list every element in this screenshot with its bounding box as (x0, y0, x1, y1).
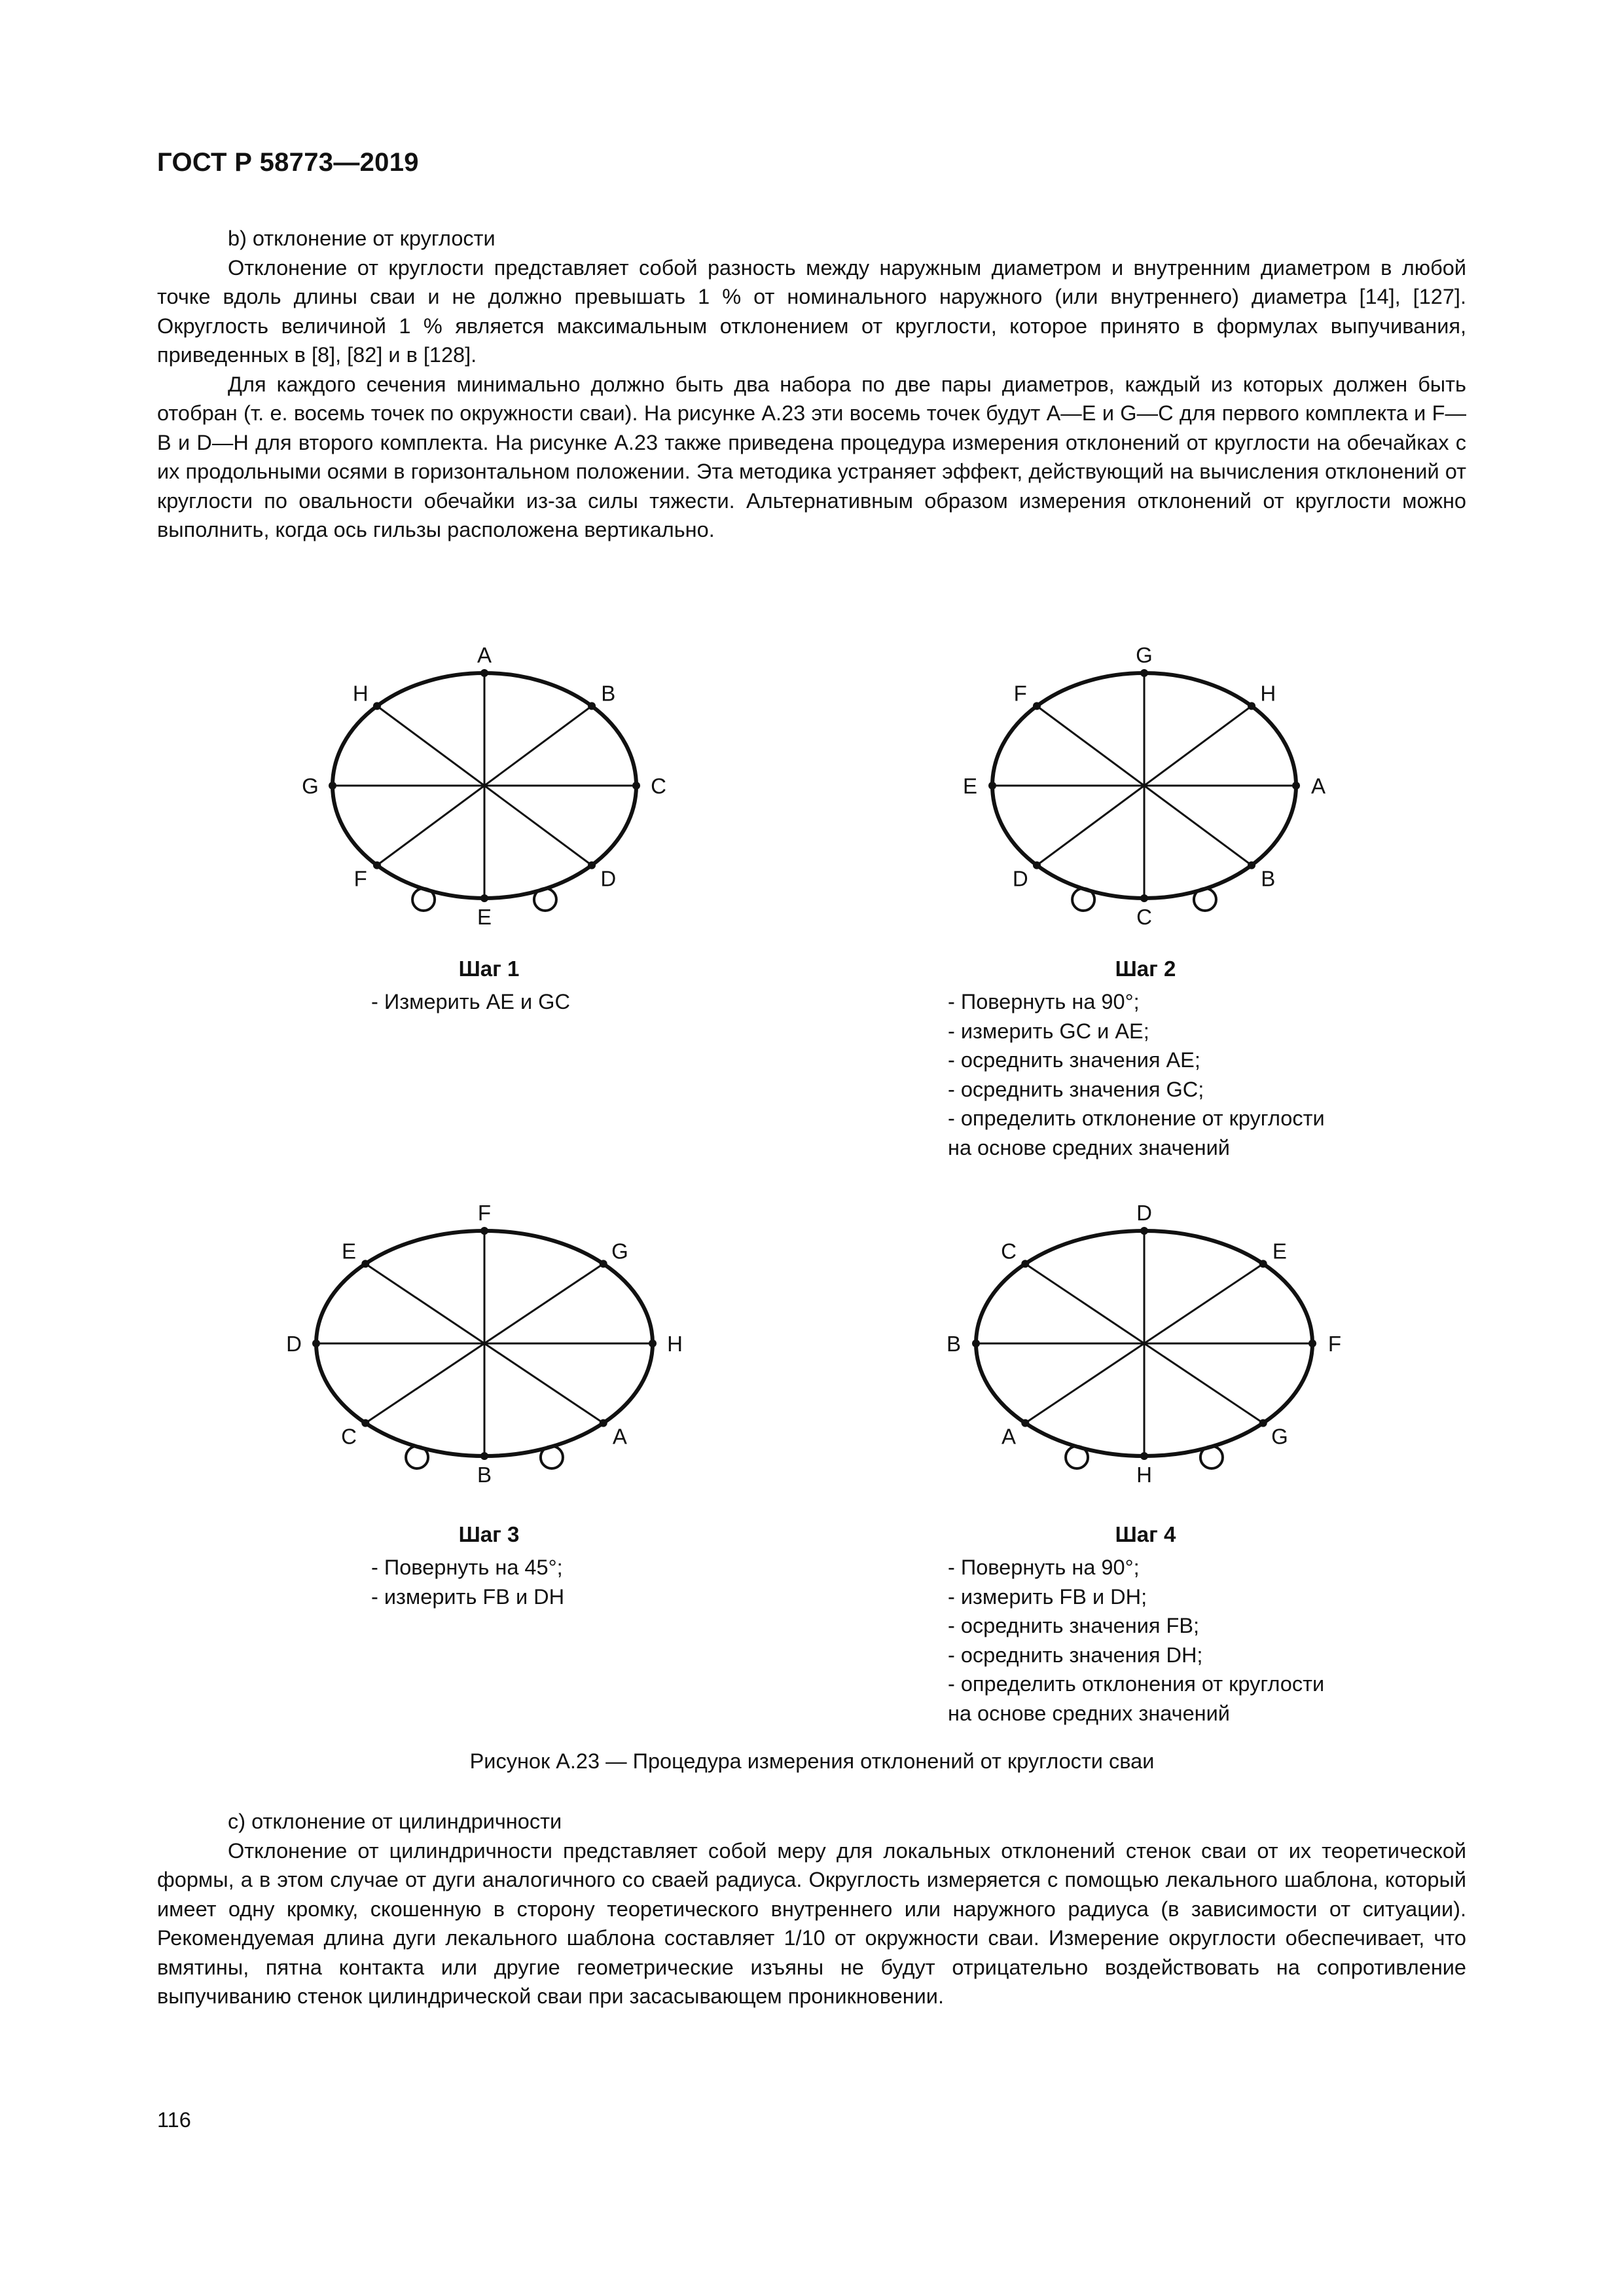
step-1-measure-point (373, 862, 381, 869)
step-2-measure-point (1248, 702, 1255, 710)
list-item: - осреднить значения АЕ; (948, 1048, 1200, 1072)
section-c-heading: c) отклонение от цилиндричности (228, 1810, 562, 1833)
step-4-measure-point (1021, 1419, 1029, 1427)
step-1-point-label: A (477, 643, 492, 667)
step-1-point-label: F (353, 866, 367, 891)
support-roller-icon (1066, 1446, 1088, 1468)
step-1-point-label: C (651, 774, 666, 798)
step-2-point-label: B (1261, 866, 1276, 891)
support-roller-icon (412, 888, 435, 911)
step-1-title: Шаг 1 (458, 957, 520, 981)
step-3-measure-point (600, 1419, 607, 1427)
step-4-measure-point (972, 1339, 980, 1347)
step-3-instructions (371, 1553, 564, 1611)
list-item: - Повернуть на 90°; (948, 990, 1140, 1013)
step-4-measure-point (1308, 1339, 1316, 1347)
step-3-measure-point (649, 1339, 657, 1347)
step-4-point-label: C (1001, 1239, 1017, 1264)
step-4-measure-point (1140, 1227, 1148, 1235)
list-item: - определить отклонение от круглости (948, 1106, 1325, 1130)
step-4-point-label: B (946, 1332, 962, 1356)
step-2-measure-point (1140, 669, 1148, 677)
step-1-measure-point (588, 702, 596, 710)
list-item: - Измерить АЕ и GC (371, 990, 570, 1013)
list-item: - измерить FB и DH (371, 1584, 565, 1609)
list-item: на основе средних значений (948, 1701, 1230, 1725)
step-2-point-label: H (1260, 681, 1276, 706)
step-1-measure-point (588, 862, 596, 869)
step-4-point-label: G (1271, 1424, 1288, 1449)
list-item: - осреднить значения DH; (948, 1643, 1203, 1667)
step-4-point-label: A (1001, 1424, 1017, 1449)
step-4-point-label: F (1327, 1332, 1342, 1356)
list-item: - определить отклонения от круглости (948, 1672, 1325, 1696)
step-4-point-label: H (1136, 1463, 1152, 1487)
step-4-measure-point (1021, 1260, 1029, 1267)
step-3-measure-point (600, 1260, 607, 1267)
step-3-point-label: B (477, 1463, 492, 1487)
step-3-title: Шаг 3 (458, 1522, 520, 1546)
step-2-measure-point (1033, 862, 1041, 869)
figure-caption: Рисунок А.23 — Процедура измерения отклонений от круглости сваи (469, 1749, 1155, 1773)
list-item: на основе средних значений (948, 1135, 1230, 1159)
step-3-point-label: C (341, 1424, 357, 1449)
step-1-point-label: D (600, 866, 617, 891)
step-3-measure-point (480, 1227, 488, 1235)
step-1-measure-point (373, 702, 381, 710)
step-4-point-label: E (1272, 1239, 1287, 1264)
step-1-measure-point (329, 782, 336, 790)
step-2-title: Шаг 2 (1115, 957, 1176, 981)
list-item: - Повернуть на 45°; (371, 1556, 563, 1579)
step-3-point-label: E (342, 1239, 357, 1264)
section-b-paragraph-1: Отклонение от круглости представляет собой разность между наружным диаметром и внутренним диаметром в любой точке вдоль длины сваи и не должно превышать 1 % от номинального наружного (или внутреннего) диаметра [14], [127]. Округлость величиной 1 % является максимальным отклонением от круглости, которое принято в формулах выпучивания, приведенных в [8], [82] и в [128]. (157, 255, 1466, 367)
section-c-paragraph-1: Отклонение от цилиндричности представляет собой меру для локальных отклонений стенок сваи от их теоретической формы, а в этом случае от дуги аналогичного со сваей радиуса. Округлость измеряется с помощью лекального шаблона, который имеет одну кромку, скошенную в сторону теоретического внутреннего или наружного радиуса (в зависимости от ситуации). Рекомендуемая длина дуги лекального шаблона составляет 1/10 от окружности сваи. Измерение округлости обеспечивает, что вмятины, пятна контакта или другие геометрические изъяны не будут отрицательно воздействовать на сопротивление выпучиванию стенок цилиндрической сваи при засасывающем проникновении. (157, 1838, 1466, 2008)
support-roller-icon (541, 1446, 563, 1468)
step-2-measure-point (1140, 894, 1148, 902)
step-4-title: Шаг 4 (1115, 1522, 1176, 1546)
list-item: - осреднить значения FB; (948, 1614, 1200, 1637)
list-item: - измерить GC и АЕ; (948, 1019, 1149, 1043)
support-roller-icon (534, 888, 556, 911)
page-number: 116 (157, 2108, 191, 2132)
step-3-point-label: H (667, 1332, 683, 1356)
step-1-instructions (371, 987, 570, 1017)
step-3-point-label: D (286, 1332, 302, 1356)
standard-number: ГОСТ Р 58773—2019 (157, 148, 419, 177)
step-3-measure-point (312, 1339, 320, 1347)
step-3-measure-point (480, 1452, 488, 1460)
step-1-point-label: B (601, 681, 616, 706)
step-2-measure-point (1248, 862, 1255, 869)
list-item: - осреднить значения GC; (948, 1077, 1204, 1101)
step-2-point-label: G (1136, 643, 1153, 667)
step-1-point-label: E (477, 905, 492, 929)
step-4-measure-point (1259, 1419, 1267, 1427)
step-2-measure-point (1292, 782, 1300, 790)
step-1-point-label: H (352, 681, 369, 706)
support-roller-icon (406, 1446, 428, 1468)
step-3-point-label: F (477, 1201, 492, 1225)
section-b-heading: b) отклонение от круглости (228, 227, 496, 250)
step-3-point-label: G (611, 1239, 628, 1264)
section-c (157, 1807, 1466, 2011)
list-item: - измерить FB и DH; (948, 1584, 1147, 1609)
step-1-measure-point (480, 894, 488, 902)
support-roller-icon (1194, 888, 1216, 911)
step-4-measure-point (1259, 1260, 1267, 1267)
step-2-point-label: D (1012, 866, 1028, 891)
step-4-instructions (948, 1553, 1324, 1728)
step-3-measure-point (361, 1260, 369, 1267)
step-3-measure-point (361, 1419, 369, 1427)
step-4-point-label: D (1136, 1201, 1152, 1225)
step-2-point-label: C (1136, 905, 1152, 929)
step-4-measure-point (1140, 1452, 1148, 1460)
step-1-measure-point (632, 782, 640, 790)
section-b-paragraph-2: Для каждого сечения минимально должно быть два набора по две пары диаметров, каждый из которых должен быть отобран (т. е. восемь точек по окружности сваи). На рисунке А.23 эти восемь точек будут А—Е и G—С для первого комплекта и F—В и D—Н для второго комплекта. На рисунке А.23 также приведена процедура измерения отклонений от круглости на обечайках с их продольными осями в горизонтальном положении. Эта методика устраняет эффект, действующий на вычисления отклонений от круглости по овальности обечайки из-за силы тяжести. Альтернативным образом измерения отклонений от круглости можно выполнить, когда ось гильзы расположена вертикально. (157, 372, 1466, 541)
list-item: - Повернуть на 90°; (948, 1556, 1140, 1579)
support-roller-icon (1200, 1446, 1223, 1468)
step-1-point-label: G (302, 774, 319, 798)
step-3-point-label: A (612, 1424, 627, 1449)
step-2-point-label: A (1310, 774, 1326, 798)
step-2-measure-point (988, 782, 996, 790)
step-2-instructions (948, 987, 1325, 1162)
step-2-point-label: F (1013, 681, 1027, 706)
step-2-point-label: E (962, 774, 978, 798)
support-roller-icon (1072, 888, 1094, 911)
step-2-measure-point (1033, 702, 1041, 710)
step-1-measure-point (480, 669, 488, 677)
